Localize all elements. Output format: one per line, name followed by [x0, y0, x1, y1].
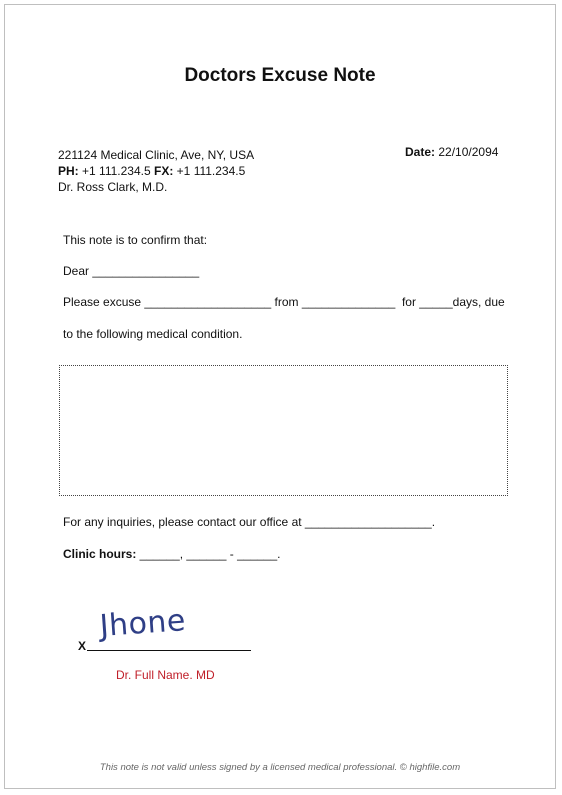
clinic-address: 221124 Medical Clinic, Ave, NY, USA: [58, 148, 255, 162]
clinic-hours-blanks: ______, ______ - ______.: [136, 547, 281, 561]
medical-condition-box: [59, 365, 508, 496]
signatory-name: Dr. Full Name. MD: [116, 668, 215, 682]
signature-x-mark: X: [78, 639, 87, 653]
page-title: Doctors Excuse Note: [184, 65, 376, 86]
condition-line: to the following medical condition.: [63, 327, 243, 341]
doctor-name: Dr. Ross Clark, M.D.: [58, 180, 168, 194]
footer-disclaimer: This note is not valid unless signed by a licensed medical professional. © highfile.com: [99, 762, 461, 773]
excuse-line: Please excuse ___________________ from ______________ for _____days, due: [63, 295, 505, 309]
date-value: 22/10/2094: [438, 145, 499, 159]
document-page: [4, 4, 556, 789]
phone-label: PH:: [58, 164, 79, 178]
clinic-info: [58, 147, 254, 195]
clinic-hours: [63, 547, 280, 561]
signature-line: [87, 650, 251, 651]
date-field: [405, 145, 498, 159]
dear-line: Dear ________________: [63, 264, 200, 278]
inquiries-line: For any inquiries, please contact our office at ___________________.: [63, 515, 436, 529]
confirm-text: This note is to confirm that:: [63, 233, 208, 247]
clinic-hours-label: Clinic hours:: [63, 547, 137, 561]
date-label: Date:: [405, 145, 436, 159]
fax-value: +1 111.234.5: [176, 164, 246, 178]
clinic-contact: [58, 163, 254, 179]
phone-value: +1 111.234.5: [82, 164, 151, 178]
fax-label: FX:: [153, 164, 174, 178]
signature-handwriting: Jhone: [98, 603, 187, 644]
